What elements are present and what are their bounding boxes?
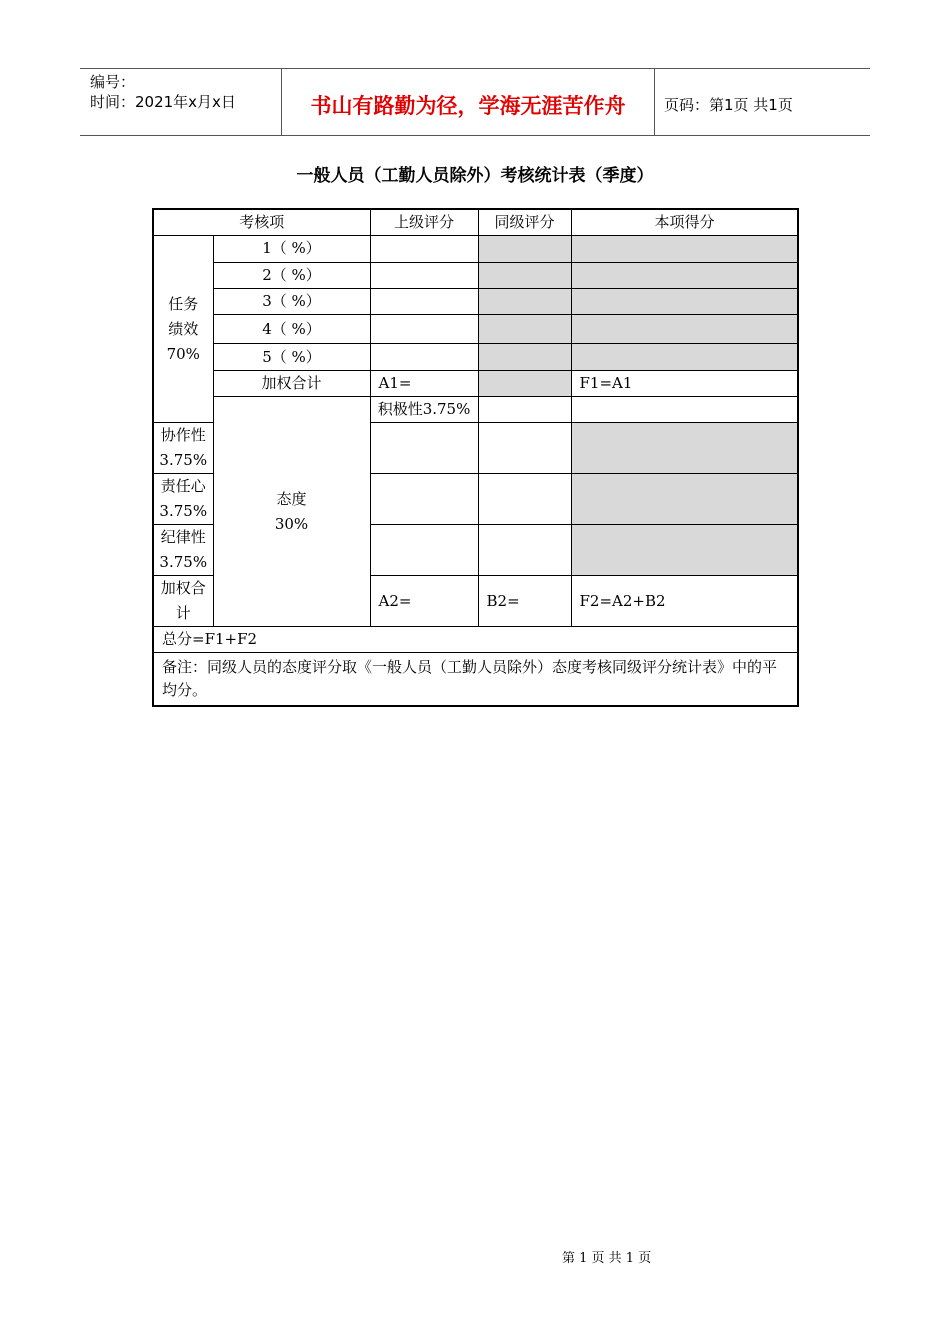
task-category-line1: 任务 — [168, 294, 199, 313]
attitude-superior-total: A2= — [370, 576, 478, 627]
peer-score-cell — [478, 263, 571, 289]
table-row — [153, 397, 798, 423]
header-item: 考核项 — [153, 209, 370, 236]
table-row — [153, 289, 798, 315]
task-category — [153, 236, 213, 423]
page-title: 一般人员（工勤人员除外）考核统计表（季度） — [296, 166, 654, 186]
item-score-cell — [571, 263, 798, 289]
task-weighted-label: 加权合计 — [213, 371, 370, 397]
assessment-table — [152, 208, 799, 707]
superior-score-cell[interactable] — [370, 289, 478, 315]
superior-score-cell[interactable] — [370, 263, 478, 289]
table-row — [153, 371, 798, 397]
task-item-label: 5（ %） — [213, 344, 370, 371]
table-row — [153, 315, 798, 344]
item-score-cell — [571, 474, 798, 525]
table-row — [153, 653, 798, 707]
peer-score-cell[interactable] — [478, 474, 571, 525]
attitude-category — [213, 397, 370, 627]
header-peer: 同级评分 — [478, 209, 571, 236]
header-divider — [654, 69, 655, 135]
attitude-item-label: 纪律性3.75% — [153, 525, 213, 576]
item-score-cell — [571, 423, 798, 474]
superior-score-cell[interactable] — [370, 344, 478, 371]
superior-score-cell[interactable] — [370, 236, 478, 263]
header-score: 本项得分 — [571, 209, 798, 236]
superior-score-cell[interactable] — [370, 315, 478, 344]
table-row — [153, 263, 798, 289]
peer-score-cell — [478, 344, 571, 371]
superior-score-cell[interactable] — [478, 397, 571, 423]
item-score-cell — [571, 525, 798, 576]
item-score-cell — [571, 289, 798, 315]
table-header-row — [153, 209, 798, 236]
peer-score-cell[interactable] — [571, 397, 798, 423]
attitude-peer-total: B2= — [478, 576, 571, 627]
peer-score-cell — [478, 371, 571, 397]
superior-score-cell[interactable] — [370, 474, 478, 525]
date-label: 时间：2021年x月x日 — [90, 93, 236, 111]
item-score-cell — [571, 344, 798, 371]
peer-score-cell — [478, 289, 571, 315]
attitude-category-line1: 态度 — [276, 489, 307, 508]
peer-score-cell[interactable] — [478, 525, 571, 576]
document-header — [80, 68, 870, 136]
superior-score-cell[interactable] — [370, 525, 478, 576]
notes: 备注：同级人员的态度评分取《一般人员（工勤人员除外）态度考核同级评分统计表》中的平均分。 — [153, 653, 798, 707]
task-superior-total: A1= — [370, 371, 478, 397]
task-item-label: 2（ %） — [213, 263, 370, 289]
header-meta — [90, 72, 236, 112]
task-item-label: 4（ %） — [213, 315, 370, 344]
item-score-cell — [571, 236, 798, 263]
page-footer: 第 1 页 共 1 页 — [562, 1251, 652, 1266]
table-row — [153, 627, 798, 653]
attitude-item-label: 协作性3.75% — [153, 423, 213, 474]
header-page-info: 页码：第1页 共1页 — [664, 96, 793, 114]
superior-score-cell[interactable] — [370, 423, 478, 474]
serial-number-label: 编号： — [90, 73, 136, 91]
task-category-weight: 70% — [166, 344, 200, 363]
total-score: 总分=F1+F2 — [153, 627, 798, 653]
attitude-weighted-label: 加权合计 — [153, 576, 213, 627]
task-score-total: F1=A1 — [571, 371, 798, 397]
attitude-item-label: 责任心3.75% — [153, 474, 213, 525]
peer-score-cell — [478, 315, 571, 344]
header-superior: 上级评分 — [370, 209, 478, 236]
header-motto: 书山有路勤为径，学海无涯苦作舟 — [310, 94, 626, 118]
attitude-score-total: F2=A2+B2 — [571, 576, 798, 627]
attitude-category-weight: 30% — [274, 514, 309, 533]
peer-score-cell[interactable] — [478, 423, 571, 474]
table-row — [153, 344, 798, 371]
attitude-item-label: 积极性3.75% — [370, 397, 478, 423]
peer-score-cell — [478, 236, 571, 263]
task-item-label: 3（ %） — [213, 289, 370, 315]
item-score-cell — [571, 315, 798, 344]
table-row — [153, 236, 798, 263]
task-item-label: 1（ %） — [213, 236, 370, 263]
task-category-line2: 绩效 — [168, 319, 199, 338]
